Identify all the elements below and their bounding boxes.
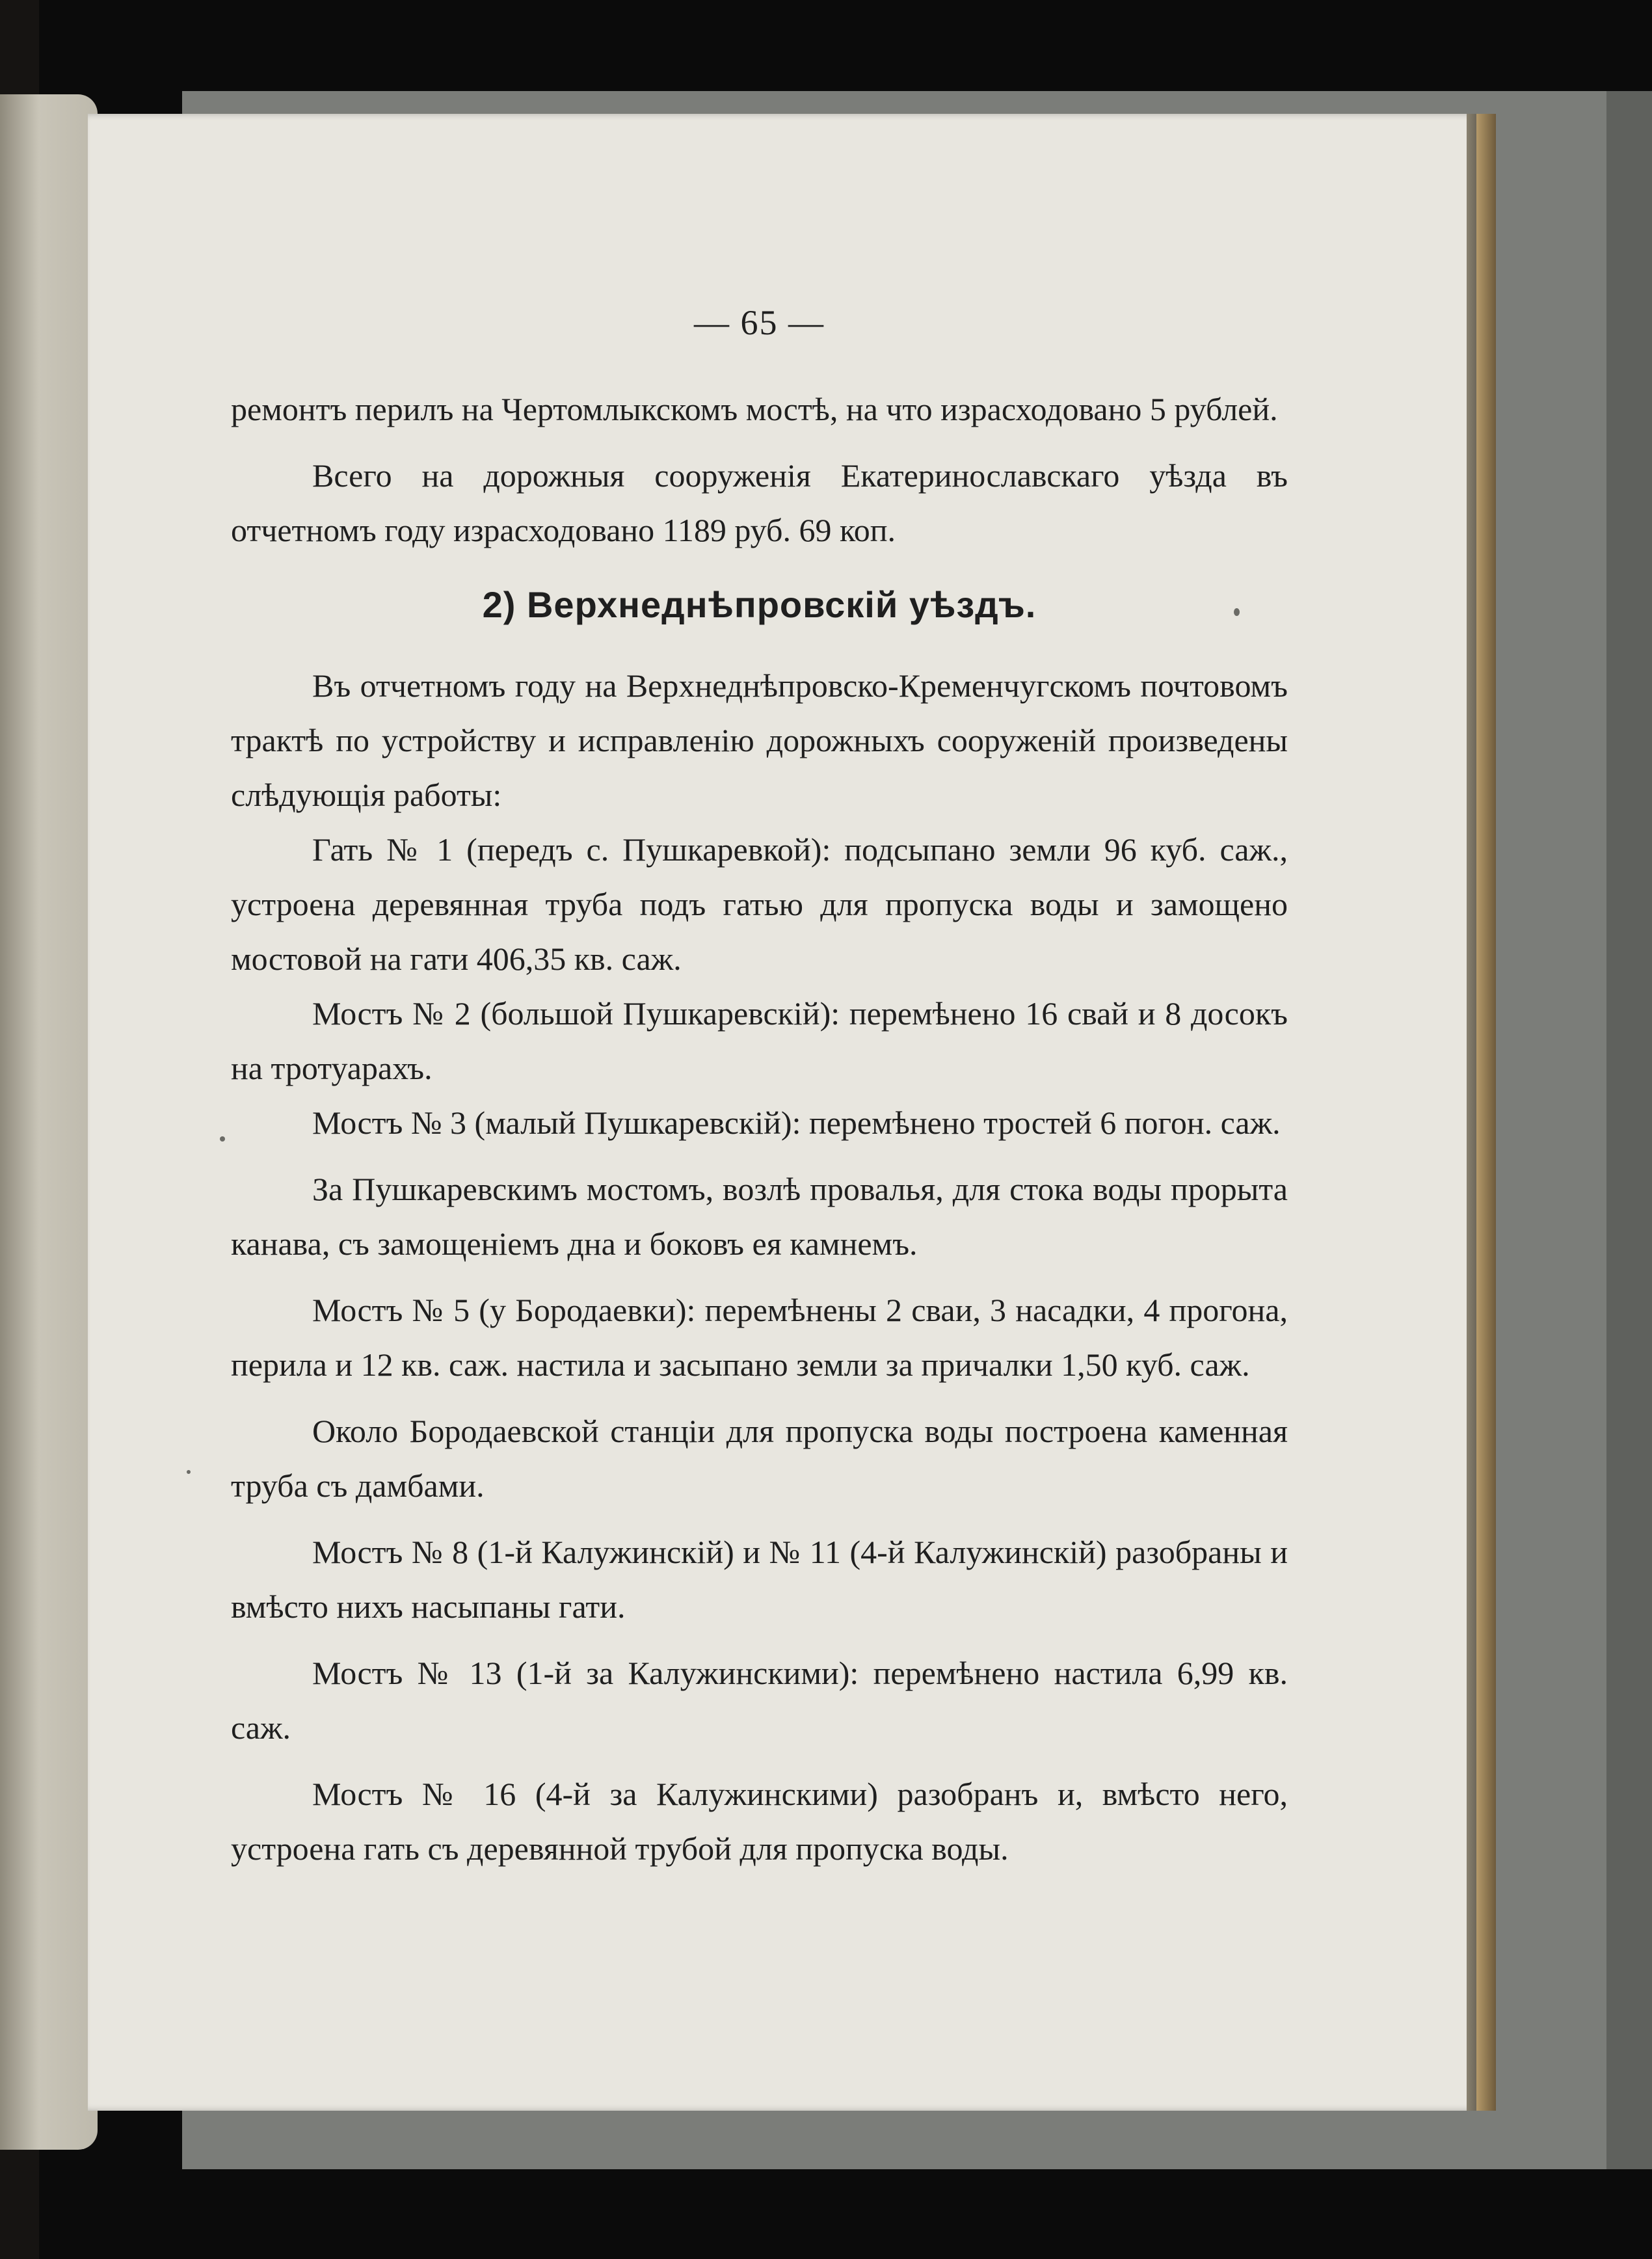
- page-gilt-edge: [1476, 114, 1496, 2111]
- previous-page-edge: [0, 94, 98, 2150]
- paper-speck: [220, 1136, 225, 1142]
- page-number: — 65 —: [694, 303, 825, 342]
- paragraph: Мостъ № 13 (1-й за Калужинскими): перемѣнено настила 6,99 кв. саж.: [231, 1655, 1288, 1746]
- paragraph: Гать № 1 (передъ с. Пушкаревкой): подсыпано земли 96 куб. саж., устроена деревянная труба подъ гатью для пропуска воды и замощено мостовой на гати 406,35 кв. саж.: [231, 831, 1288, 977]
- paragraph: Мостъ № 3 (малый Пушкаревскій): перемѣнено тростей 6 погон. саж.: [312, 1104, 1281, 1141]
- paragraph: Мостъ № 8 (1-й Калужинскій) и № 11 (4-й Калужинскій) разобраны и вмѣсто нихъ насыпаны гати.: [231, 1534, 1288, 1625]
- paper-speck: [187, 1470, 191, 1474]
- paragraph: ремонтъ перилъ на Чертомлыкскомъ мостѣ, на что израсходовано 5 рублей.: [231, 391, 1278, 427]
- paragraph: Около Бородаевской станціи для пропуска воды построена каменная труба съ дамбами.: [231, 1413, 1288, 1504]
- section-heading: 2) Верхнеднѣпровскій уѣздъ.: [482, 584, 1037, 625]
- cover-board-edge: [1606, 91, 1652, 2169]
- paragraph: Мостъ № 16 (4-й за Калужинскими) разобранъ и, вмѣсто него, устроена гать съ деревянной трубой для пропуска воды.: [231, 1776, 1288, 1867]
- paragraph: За Пушкаревскимъ мостомъ, возлѣ провалья, для стока воды прорыта канава, съ замощеніемъ дна и боковъ ея камнемъ.: [231, 1171, 1288, 1262]
- paragraph: Всего на дорожныя сооруженія Екатеринославскаго уѣзда въ отчетномъ году израсходовано 1189 руб. 69 коп.: [231, 457, 1288, 548]
- paragraph: Мостъ № 5 (у Бородаевки): перемѣнены 2 сваи, 3 насадки, 4 прогона, перила и 12 кв. саж. настила и засыпано земли за причалки 1,50 куб. саж.: [231, 1292, 1288, 1383]
- paragraph: Въ отчетномъ году на Верхнеднѣпровско-Кременчугскомъ почтовомъ трактѣ по устройству и исправленію дорожныхъ сооруженій произведены слѣдующія работы:: [231, 667, 1288, 813]
- paragraph: Мостъ № 2 (большой Пушкаревскій): перемѣнено 16 свай и 8 досокъ на тротуарахъ.: [231, 995, 1288, 1086]
- page-text: [231, 302, 1288, 1876]
